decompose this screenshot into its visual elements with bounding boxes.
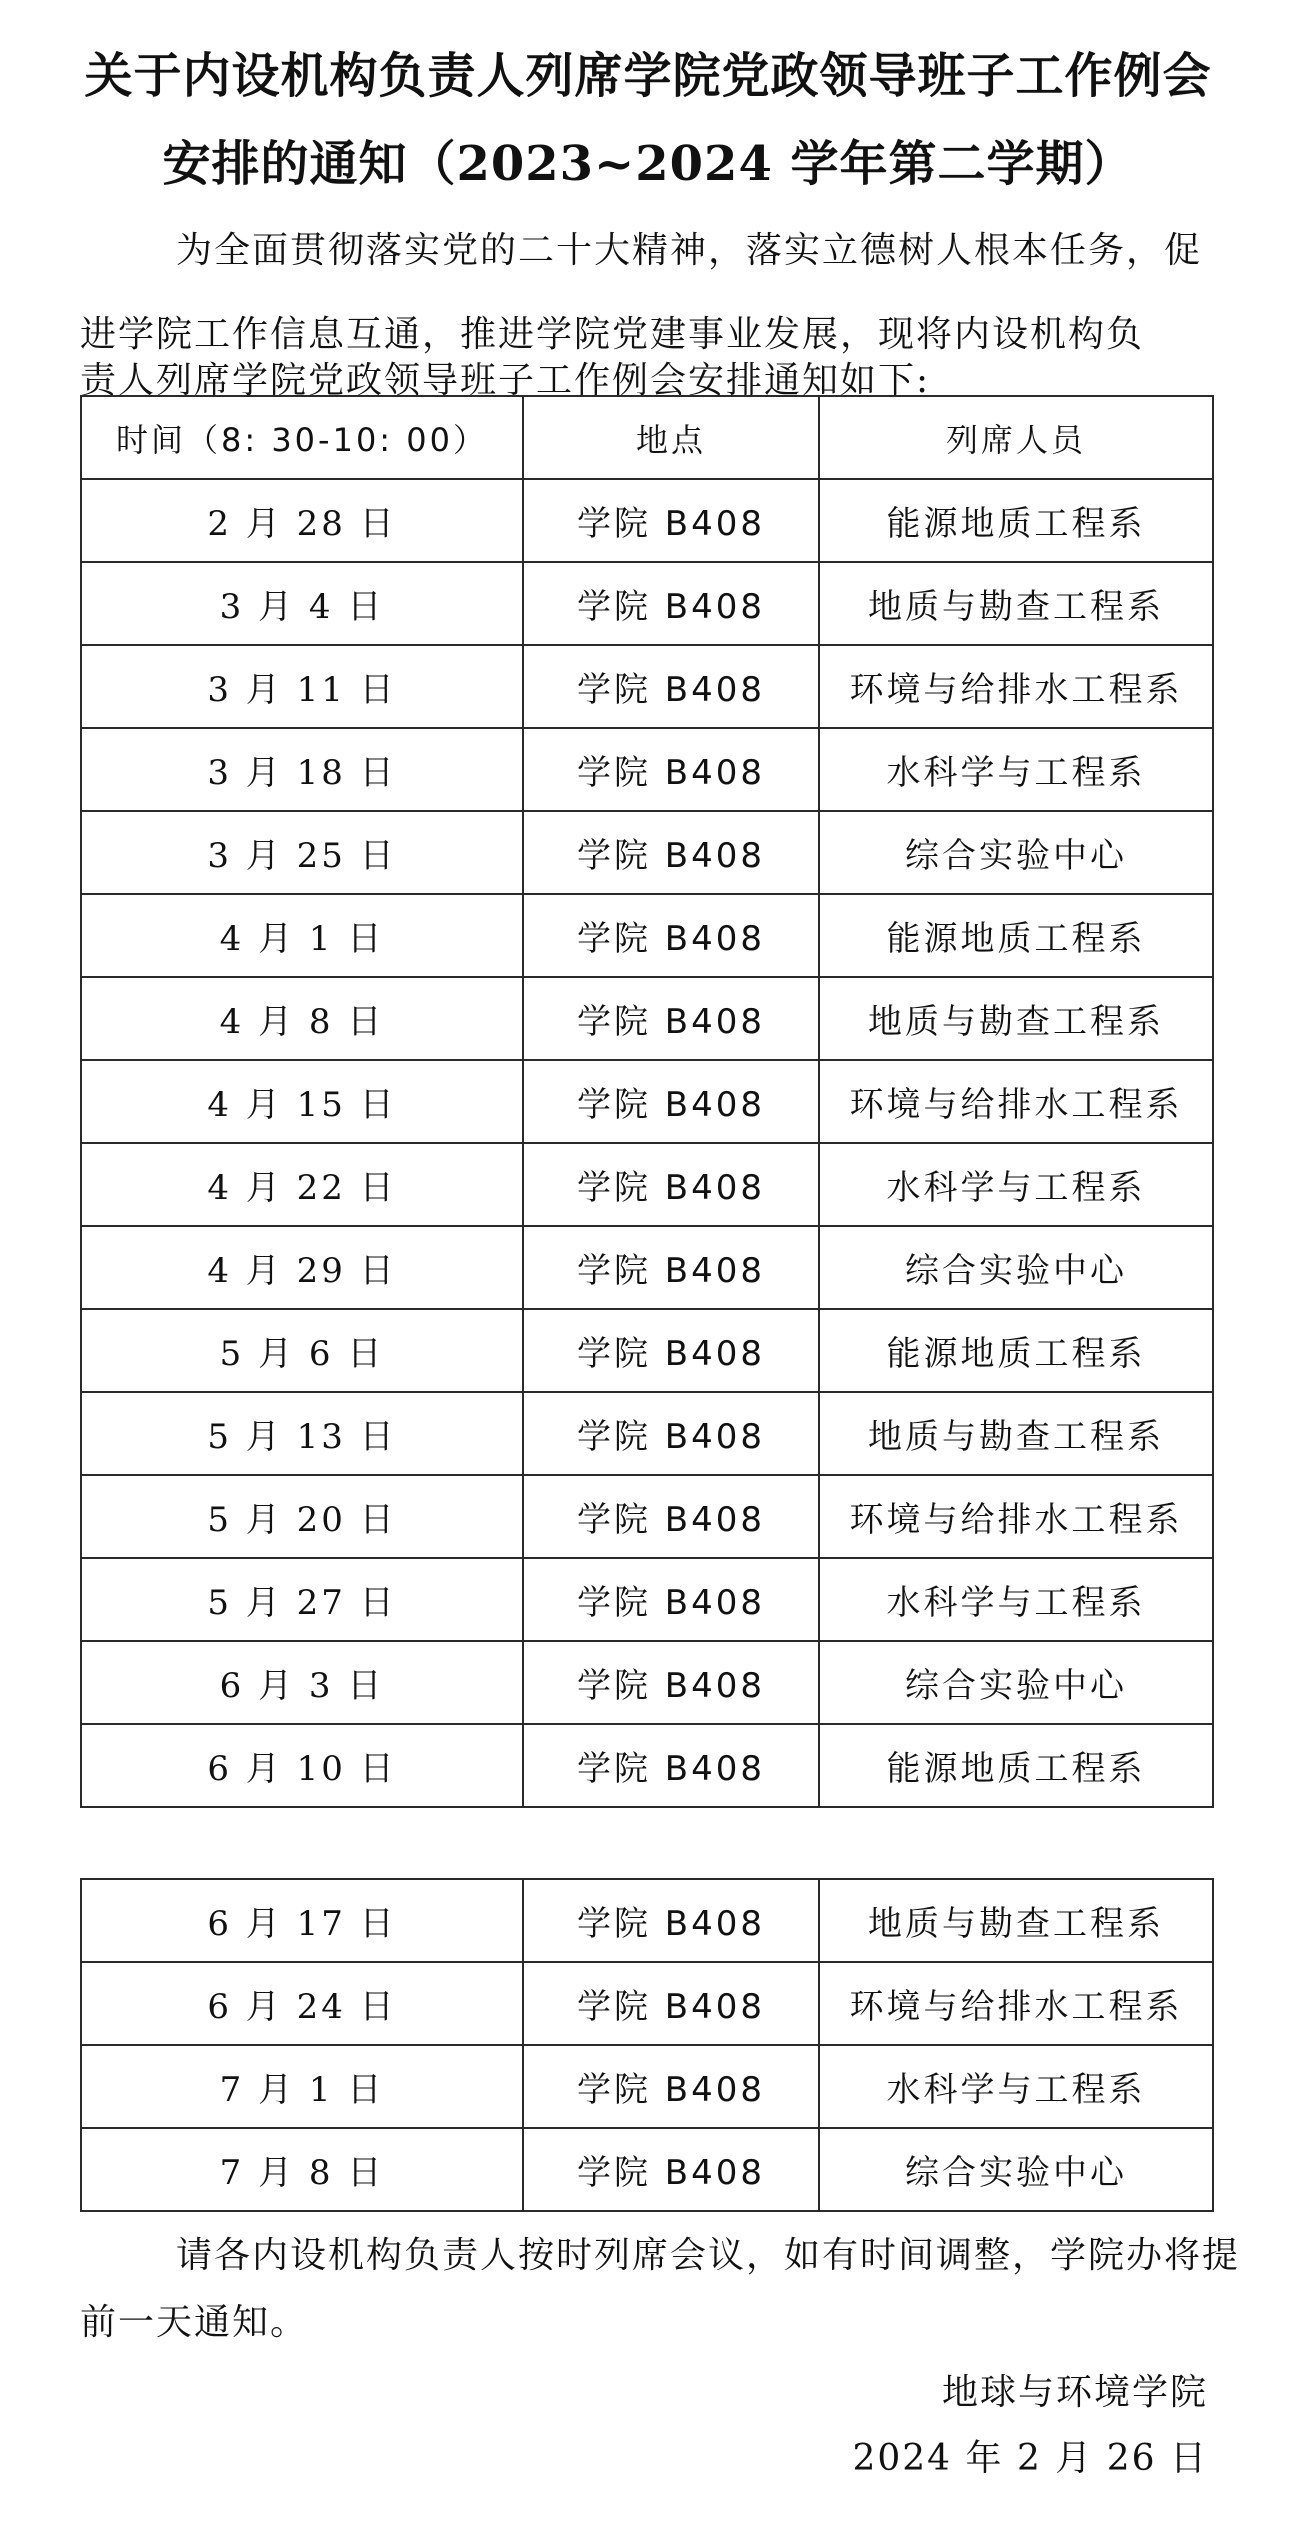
cell-location: 学院 B408	[523, 894, 819, 977]
table-row	[81, 479, 1213, 562]
table-row	[81, 1060, 1213, 1143]
cell-attendees: 水科学与工程系	[819, 1143, 1213, 1226]
cell-attendees: 能源地质工程系	[819, 894, 1213, 977]
cell-location: 学院 B408	[523, 1143, 819, 1226]
cell-attendees: 综合实验中心	[819, 811, 1213, 894]
cell-attendees: 地质与勘查工程系	[819, 1879, 1213, 1962]
cell-attendees: 地质与勘查工程系	[819, 1392, 1213, 1475]
cell-attendees: 环境与给排水工程系	[819, 1475, 1213, 1558]
cell-date: 4 月 8 日	[81, 977, 523, 1060]
cell-attendees: 能源地质工程系	[819, 1309, 1213, 1392]
table-row	[81, 2045, 1213, 2128]
cell-date: 6 月 10 日	[81, 1724, 523, 1807]
cell-location: 学院 B408	[523, 1641, 819, 1724]
schedule-table	[80, 395, 1214, 1808]
table-row	[81, 894, 1213, 977]
cell-date: 4 月 15 日	[81, 1060, 523, 1143]
table-row	[81, 2128, 1213, 2211]
table-row	[81, 1962, 1213, 2045]
table-row	[81, 1226, 1213, 1309]
cell-date: 3 月 11 日	[81, 645, 523, 728]
cell-location: 学院 B408	[523, 1962, 819, 2045]
cell-date: 4 月 1 日	[81, 894, 523, 977]
cell-location: 学院 B408	[523, 479, 819, 562]
issuer-signature: 地球与环境学院	[941, 2372, 1208, 2413]
cell-attendees: 能源地质工程系	[819, 479, 1213, 562]
cell-date: 2 月 28 日	[81, 479, 523, 562]
cell-location: 学院 B408	[523, 1879, 819, 1962]
cell-attendees: 地质与勘查工程系	[819, 562, 1213, 645]
cell-location: 学院 B408	[523, 1475, 819, 1558]
cell-attendees: 水科学与工程系	[819, 728, 1213, 811]
cell-location: 学院 B408	[523, 728, 819, 811]
table-row	[81, 1558, 1213, 1641]
table-row	[81, 1392, 1213, 1475]
cell-attendees: 综合实验中心	[819, 2128, 1213, 2211]
document-title-line-2: 安排的通知（2023~2024 学年第二学期）	[162, 136, 1134, 192]
table-row	[81, 1641, 1213, 1724]
cell-date: 7 月 8 日	[81, 2128, 523, 2211]
issue-date: 2024 年 2 月 26 日	[852, 2438, 1208, 2479]
cell-attendees: 能源地质工程系	[819, 1724, 1213, 1807]
table-row	[81, 811, 1213, 894]
table-row	[81, 1309, 1213, 1392]
cell-attendees: 综合实验中心	[819, 1226, 1213, 1309]
cell-location: 学院 B408	[523, 977, 819, 1060]
cell-location: 学院 B408	[523, 1558, 819, 1641]
cell-attendees: 水科学与工程系	[819, 2045, 1213, 2128]
cell-date: 7 月 1 日	[81, 2045, 523, 2128]
document-title-line-1: 关于内设机构负责人列席学院党政领导班子工作例会	[84, 48, 1212, 104]
cell-date: 4 月 29 日	[81, 1226, 523, 1309]
cell-location: 学院 B408	[523, 645, 819, 728]
cell-attendees: 综合实验中心	[819, 1641, 1213, 1724]
intro-paragraph-line-1: 为全面贯彻落实党的二十大精神，落实立德树人根本任务，促	[176, 230, 1203, 271]
cell-location: 学院 B408	[523, 1724, 819, 1807]
cell-attendees: 环境与给排水工程系	[819, 1962, 1213, 2045]
cell-date: 5 月 13 日	[81, 1392, 523, 1475]
cell-date: 6 月 3 日	[81, 1641, 523, 1724]
cell-date: 6 月 24 日	[81, 1962, 523, 2045]
table-row	[81, 1879, 1213, 1962]
cell-date: 5 月 6 日	[81, 1309, 523, 1392]
cell-attendees: 环境与给排水工程系	[819, 1060, 1213, 1143]
header-location: 地点	[523, 396, 819, 479]
table-row	[81, 728, 1213, 811]
closing-paragraph-line-2: 前一天通知。	[80, 2302, 309, 2343]
table-row	[81, 1475, 1213, 1558]
header-attendees: 列席人员	[819, 396, 1213, 479]
intro-paragraph-line-2: 进学院工作信息互通，推进学院党建事业发展，现将内设机构负	[80, 314, 1145, 355]
cell-date: 3 月 4 日	[81, 562, 523, 645]
cell-location: 学院 B408	[523, 1309, 819, 1392]
header-time: 时间（8: 30-10: 00）	[81, 396, 523, 479]
schedule-table-continued	[80, 1878, 1214, 2212]
table-row	[81, 1724, 1213, 1807]
cell-attendees: 地质与勘查工程系	[819, 977, 1213, 1060]
table-row	[81, 1143, 1213, 1226]
cell-date: 4 月 22 日	[81, 1143, 523, 1226]
cell-date: 5 月 27 日	[81, 1558, 523, 1641]
cell-location: 学院 B408	[523, 2128, 819, 2211]
cell-attendees: 水科学与工程系	[819, 1558, 1213, 1641]
schedule-table-body	[81, 479, 1213, 1807]
table-row	[81, 977, 1213, 1060]
cell-location: 学院 B408	[523, 1392, 819, 1475]
cell-date: 6 月 17 日	[81, 1879, 523, 1962]
closing-paragraph-line-1: 请各内设机构负责人按时列席会议，如有时间调整，学院办将提	[176, 2235, 1241, 2276]
cell-date: 5 月 20 日	[81, 1475, 523, 1558]
cell-location: 学院 B408	[523, 1060, 819, 1143]
table-row	[81, 562, 1213, 645]
cell-date: 3 月 25 日	[81, 811, 523, 894]
cell-location: 学院 B408	[523, 1226, 819, 1309]
table-header-row	[81, 396, 1213, 479]
cell-date: 3 月 18 日	[81, 728, 523, 811]
schedule-table-continued-body	[81, 1879, 1213, 2211]
cell-location: 学院 B408	[523, 2045, 819, 2128]
cell-location: 学院 B408	[523, 562, 819, 645]
table-row	[81, 645, 1213, 728]
cell-attendees: 环境与给排水工程系	[819, 645, 1213, 728]
intro-paragraph-line-3: 责人列席学院党政领导班子工作例会安排通知如下:	[80, 360, 931, 401]
cell-location: 学院 B408	[523, 811, 819, 894]
